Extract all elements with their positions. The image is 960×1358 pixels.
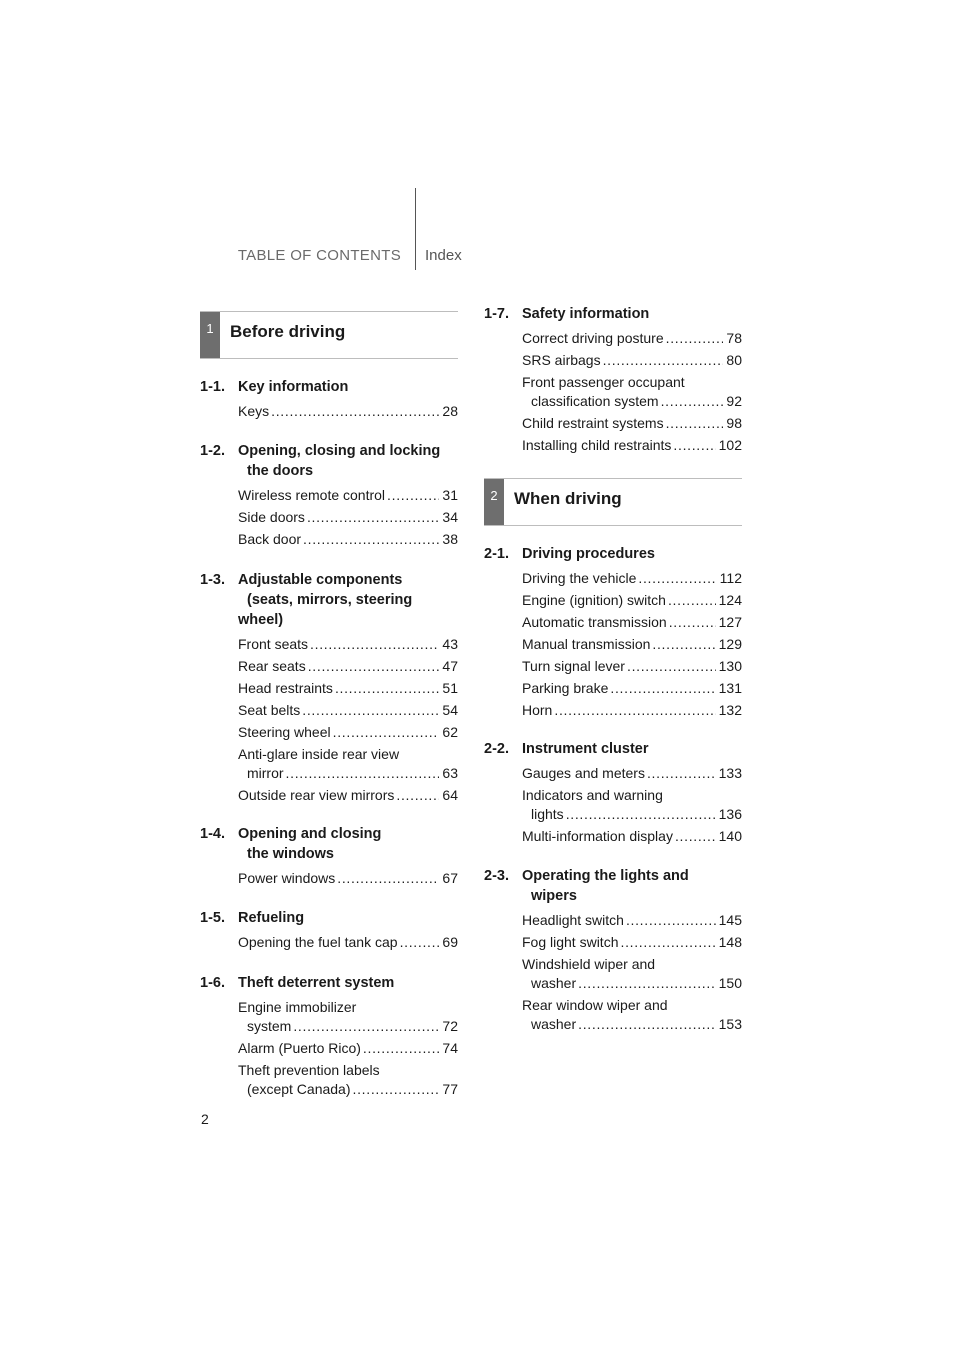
section-heading bbox=[200, 973, 458, 993]
section-number: 1-3. bbox=[200, 572, 225, 588]
entry-label: SRS airbags bbox=[522, 352, 601, 368]
entry-label: Rear seats bbox=[238, 658, 306, 674]
entry-page-number: 38 bbox=[442, 531, 458, 547]
section-title: Key information bbox=[238, 379, 349, 395]
toc-entry-engine-immobilizer-system[interactable] bbox=[238, 998, 458, 1036]
toc-section-1-6 bbox=[200, 973, 458, 1102]
entry-label: lights bbox=[531, 806, 564, 822]
toc-entry-front-seats[interactable] bbox=[238, 635, 458, 654]
entry-page-number: 47 bbox=[442, 658, 458, 674]
section-title: Refueling bbox=[238, 910, 305, 926]
section-title: Safety information bbox=[522, 306, 650, 322]
toc-entry-installing-child-restraints[interactable] bbox=[522, 436, 742, 455]
toc-entry-back-door[interactable] bbox=[238, 530, 458, 549]
entry-label: Head restraints bbox=[238, 680, 333, 696]
entry-label: Seat belts bbox=[238, 702, 301, 718]
entry-page-number: 43 bbox=[442, 636, 458, 652]
section-number: 2-3. bbox=[484, 868, 509, 884]
entry-label: Correct driving posture bbox=[522, 330, 664, 346]
section-title: Opening and closing the windows bbox=[238, 826, 382, 862]
nav-index-link[interactable]: Index bbox=[425, 247, 462, 264]
section-number: 1-4. bbox=[200, 826, 225, 842]
entry-label: Fog light switch bbox=[522, 934, 619, 950]
entry-page-number: 98 bbox=[726, 415, 742, 431]
toc-entry-parking-brake[interactable] bbox=[522, 679, 742, 698]
entry-label-line1: Engine immobilizer bbox=[238, 999, 357, 1015]
entry-page-number: 80 bbox=[726, 352, 742, 368]
entry-label: Alarm (Puerto Rico) bbox=[238, 1040, 361, 1056]
toc-entry-gauges-and-meters[interactable] bbox=[522, 764, 742, 783]
section-title: Opening, closing and locking the doors bbox=[238, 443, 441, 479]
entry-label: Manual transmission bbox=[522, 636, 651, 652]
toc-section-2-3 bbox=[484, 866, 742, 1037]
entry-page-number: 69 bbox=[442, 934, 458, 950]
entry-label: Headlight switch bbox=[522, 912, 624, 928]
section-number: 1-2. bbox=[200, 443, 225, 459]
entry-label: Child restraint systems bbox=[522, 415, 664, 431]
section-number: 2-2. bbox=[484, 741, 509, 757]
top-navigation bbox=[0, 0, 960, 280]
entry-page-number: 133 bbox=[718, 765, 742, 781]
section-title: Instrument cluster bbox=[522, 741, 649, 757]
toc-entry-windshield-wiper-and-washer[interactable] bbox=[522, 955, 742, 993]
section-number: 2-1. bbox=[484, 546, 509, 562]
entry-label-line1: Indicators and warning bbox=[522, 787, 663, 803]
entry-label: classification system bbox=[531, 393, 659, 409]
entry-label: washer bbox=[531, 975, 577, 991]
toc-entry-headlight-switch[interactable] bbox=[522, 911, 742, 930]
page-number: 2 bbox=[201, 1111, 209, 1127]
toc-entry-turn-signal-lever[interactable] bbox=[522, 657, 742, 676]
entry-page-number: 102 bbox=[718, 437, 742, 453]
entry-label: Outside rear view mirrors bbox=[238, 787, 395, 803]
entry-label: washer bbox=[531, 1016, 577, 1032]
entry-label-line1: Rear window wiper and bbox=[522, 997, 668, 1013]
section-number: 1-5. bbox=[200, 910, 225, 926]
entry-label: Horn bbox=[522, 702, 553, 718]
entry-label: Back door bbox=[238, 531, 302, 547]
chapter-header-before-driving[interactable] bbox=[200, 311, 458, 359]
section-heading bbox=[484, 544, 742, 564]
section-number: 1-1. bbox=[200, 379, 225, 395]
toc-entry-child-restraint-systems[interactable] bbox=[522, 414, 742, 433]
toc-entry-driving-the-vehicle[interactable] bbox=[522, 569, 742, 588]
section-title: Driving procedures bbox=[522, 546, 655, 562]
toc-entry-theft-prevention-labels[interactable] bbox=[238, 1061, 458, 1099]
entry-page-number: 74 bbox=[442, 1040, 458, 1056]
toc-entry-horn[interactable] bbox=[522, 701, 742, 720]
entry-label: system bbox=[247, 1018, 292, 1034]
section-heading bbox=[200, 441, 458, 481]
toc-entry-multi-information-display[interactable] bbox=[522, 827, 742, 846]
entry-label: Gauges and meters bbox=[522, 765, 645, 781]
chapter-title: Before driving bbox=[230, 322, 346, 341]
section-title: Adjustable components (seats, mirrors, steering wheel) bbox=[238, 572, 413, 628]
toc-entry-alarm-puerto-rico[interactable] bbox=[238, 1039, 458, 1058]
toc-entry-manual-transmission[interactable] bbox=[522, 635, 742, 654]
entry-page-number: 153 bbox=[718, 1016, 742, 1032]
entry-label: Power windows bbox=[238, 870, 336, 886]
entry-page-number: 136 bbox=[718, 806, 742, 822]
toc-entry-opening-fuel-tank-cap[interactable] bbox=[238, 933, 458, 952]
entry-label: Opening the fuel tank cap bbox=[238, 934, 398, 950]
entry-page-number: 150 bbox=[718, 975, 742, 991]
entry-page-number: 67 bbox=[442, 870, 458, 886]
nav-table-of-contents-link[interactable]: TABLE OF CONTENTS bbox=[237, 247, 401, 264]
section-heading bbox=[484, 739, 742, 759]
entry-label: Installing child restraints bbox=[522, 437, 672, 453]
toc-entry-seat-belts[interactable] bbox=[238, 701, 458, 720]
entry-label: Driving the vehicle bbox=[522, 570, 637, 586]
entry-page-number: 64 bbox=[442, 787, 458, 803]
entry-label-line1: Anti-glare inside rear view bbox=[238, 746, 400, 762]
toc-entry-automatic-transmission[interactable] bbox=[522, 613, 742, 632]
section-heading bbox=[200, 824, 458, 864]
entry-page-number: 129 bbox=[718, 636, 742, 652]
entry-label: Parking brake bbox=[522, 680, 609, 696]
entry-page-number: 124 bbox=[718, 592, 742, 608]
entry-label: Automatic transmission bbox=[522, 614, 667, 630]
entry-page-number: 127 bbox=[718, 614, 742, 630]
toc-entry-head-restraints[interactable] bbox=[238, 679, 458, 698]
entry-page-number: 72 bbox=[442, 1018, 458, 1034]
toc-entry-power-windows[interactable] bbox=[238, 869, 458, 888]
toc-entry-engine-ignition-switch[interactable] bbox=[522, 591, 742, 610]
entry-label: Side doors bbox=[238, 509, 305, 525]
entry-page-number: 62 bbox=[442, 724, 458, 740]
toc-section-1-3 bbox=[200, 570, 458, 808]
toc-section-1-2 bbox=[200, 441, 458, 552]
toc-section-2-1 bbox=[484, 544, 742, 723]
entry-page-number: 131 bbox=[718, 680, 742, 696]
toc-section-1-5 bbox=[200, 908, 458, 955]
entry-page-number: 31 bbox=[442, 487, 458, 503]
toc-entry-fog-light-switch[interactable] bbox=[522, 933, 742, 952]
entry-page-number: 78 bbox=[726, 330, 742, 346]
toc-entry-anti-glare-mirror[interactable] bbox=[238, 745, 458, 783]
chapter-number-tab: 1 bbox=[200, 312, 220, 358]
entry-label: Front seats bbox=[238, 636, 309, 652]
entry-page-number: 132 bbox=[718, 702, 742, 718]
entry-label-line1: Theft prevention labels bbox=[238, 1062, 380, 1078]
section-title: Theft deterrent system bbox=[238, 975, 395, 991]
entry-label-line1: Front passenger occupant bbox=[522, 374, 685, 390]
nav-divider bbox=[415, 188, 416, 270]
toc-section-1-7 bbox=[484, 304, 742, 458]
entry-page-number: 54 bbox=[442, 702, 458, 718]
section-heading bbox=[484, 304, 742, 324]
entry-page-number: 28 bbox=[442, 403, 458, 419]
toc-section-1-4 bbox=[200, 824, 458, 891]
toc-entry-occupant-classification-system[interactable] bbox=[522, 373, 742, 411]
section-heading bbox=[200, 377, 458, 397]
toc-entry-rear-window-wiper-and-washer[interactable] bbox=[522, 996, 742, 1034]
toc-entry-steering-wheel[interactable] bbox=[238, 723, 458, 742]
entry-label-line1: Windshield wiper and bbox=[522, 956, 656, 972]
toc-entry-keys[interactable] bbox=[238, 402, 458, 421]
entry-page-number: 130 bbox=[718, 658, 742, 674]
entry-page-number: 77 bbox=[442, 1081, 458, 1097]
entry-label: Multi-information display bbox=[522, 828, 673, 844]
entry-page-number: 92 bbox=[726, 393, 742, 409]
section-heading bbox=[200, 908, 458, 928]
toc-entry-indicators-and-warning-lights[interactable] bbox=[522, 786, 742, 824]
toc-entry-wireless-remote-control[interactable] bbox=[238, 486, 458, 505]
entry-page-number: 112 bbox=[719, 570, 742, 586]
toc-entry-outside-rear-view-mirrors[interactable] bbox=[238, 786, 458, 805]
entry-page-number: 63 bbox=[442, 765, 458, 781]
entry-label: (except Canada) bbox=[247, 1081, 351, 1097]
entry-label: Turn signal lever bbox=[522, 658, 625, 674]
toc-entry-rear-seats[interactable] bbox=[238, 657, 458, 676]
entry-label: mirror bbox=[247, 765, 284, 781]
toc-entry-srs-airbags[interactable] bbox=[522, 351, 742, 370]
toc-entry-correct-driving-posture[interactable] bbox=[522, 329, 742, 348]
chapter-header-when-driving[interactable] bbox=[484, 478, 742, 526]
section-number: 1-7. bbox=[484, 306, 509, 322]
entry-label: Keys bbox=[238, 403, 270, 419]
section-title: Operating the lights and wipers bbox=[522, 868, 689, 904]
entry-page-number: 145 bbox=[718, 912, 742, 928]
entry-label: Wireless remote control bbox=[238, 487, 386, 503]
entry-page-number: 140 bbox=[718, 828, 742, 844]
toc-entry-side-doors[interactable] bbox=[238, 508, 458, 527]
entry-page-number: 148 bbox=[718, 934, 742, 950]
toc-section-1-1 bbox=[200, 377, 458, 424]
entry-page-number: 34 bbox=[442, 509, 458, 525]
section-heading bbox=[484, 866, 742, 906]
entry-label: Engine (ignition) switch bbox=[522, 592, 666, 608]
entry-label: Steering wheel bbox=[238, 724, 331, 740]
chapter-title: When driving bbox=[514, 489, 622, 508]
section-number: 1-6. bbox=[200, 975, 225, 991]
entry-page-number: 51 bbox=[442, 680, 458, 696]
section-heading bbox=[200, 570, 458, 630]
chapter-number-tab: 2 bbox=[484, 479, 504, 525]
toc-section-2-2 bbox=[484, 739, 742, 849]
